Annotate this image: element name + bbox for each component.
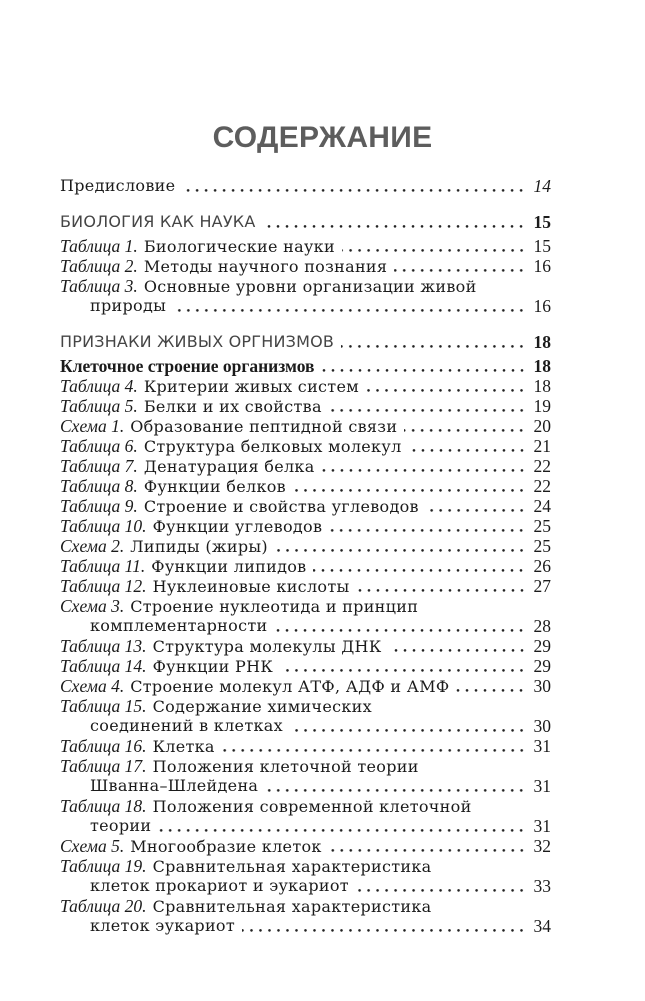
dot-leader <box>342 236 526 256</box>
entry-title-continuation: соединений в клетках <box>90 716 283 735</box>
entry-label <box>60 236 335 256</box>
dot-leader <box>274 616 526 636</box>
entry-first-line <box>60 756 551 776</box>
toc-section-heading <box>60 212 551 232</box>
entry-page-number: 32 <box>533 836 551 856</box>
dot-leader <box>262 212 526 232</box>
dot-leader <box>280 656 526 676</box>
entry-page-number: 31 <box>533 776 551 796</box>
entry-type-label: Таблица 14. <box>60 656 147 676</box>
entry-page-number: 24 <box>533 496 551 516</box>
entry-page-number: 26 <box>533 556 551 576</box>
entry-page-number: 22 <box>533 476 551 496</box>
dot-leader <box>173 296 526 316</box>
entry-title-continuation: клеток эукариот <box>90 916 236 935</box>
entry-label <box>60 636 382 656</box>
dot-leader <box>329 836 526 856</box>
dot-leader <box>366 376 526 396</box>
toc-entry <box>60 536 551 556</box>
toc-entry <box>60 396 551 416</box>
entry-label <box>60 656 273 676</box>
dot-leader <box>313 556 526 576</box>
entry-continuation-line <box>60 776 551 796</box>
entry-type-label: Схема 4. <box>60 676 125 696</box>
entry-title: Клетка <box>152 737 215 756</box>
entry-type-label: Таблица 7. <box>60 456 138 476</box>
entry-label <box>60 576 350 596</box>
entry-title: Липиды (жиры) <box>130 537 268 556</box>
entry-page-number: 31 <box>533 736 551 756</box>
dot-leader <box>265 776 526 796</box>
entry-title: Функции углеводов <box>152 517 323 536</box>
entry-title: Функции белков <box>143 477 286 496</box>
entry-label <box>60 756 419 776</box>
entry-type-label: Таблица 2. <box>60 256 138 276</box>
entry-title: Многообразие клеток <box>130 837 322 856</box>
entry-type-label: Таблица 12. <box>60 576 147 596</box>
entry-page-number: 34 <box>533 916 551 936</box>
entry-title-continuation: природы <box>90 296 167 315</box>
toc-entry-preface <box>60 176 551 196</box>
dot-leader <box>275 536 526 556</box>
entry-title: Нуклеиновые кислоты <box>152 577 350 596</box>
entry-label <box>60 276 477 296</box>
entry-label <box>60 396 322 416</box>
entry-page-number: 18 <box>533 356 551 376</box>
entry-page-number: 21 <box>533 436 551 456</box>
dot-leader <box>357 576 526 596</box>
entry-first-line <box>60 856 551 876</box>
entry-page-number: 30 <box>533 716 551 736</box>
dot-leader <box>322 356 526 376</box>
dot-leader <box>356 876 526 896</box>
entry-page-number: 29 <box>533 636 551 656</box>
entry-title: Структура белковых молекул <box>143 437 402 456</box>
entry-first-line <box>60 696 551 716</box>
entry-title: Функции липидов <box>151 557 307 576</box>
entry-label <box>60 796 472 816</box>
entry-type-label: Таблица 20. <box>60 896 147 916</box>
entry-title: Положения клеточной теории <box>152 757 419 776</box>
toc-entry <box>60 856 551 896</box>
dot-leader <box>293 476 526 496</box>
entry-type-label: Таблица 5. <box>60 396 138 416</box>
entry-type-label: Таблица 18. <box>60 796 147 816</box>
entry-page-number: 20 <box>533 416 551 436</box>
entry-type-label: Схема 3. <box>60 596 125 616</box>
toc-entry <box>60 456 551 476</box>
entry-title: Функции РНК <box>152 657 274 676</box>
entry-title: Положения современной клеточной <box>152 797 472 816</box>
entry-continuation-line <box>60 816 551 836</box>
entry-title-continuation: Шванна–Шлейдена <box>90 776 259 795</box>
entry-title-continuation: комплементарности <box>90 616 268 635</box>
toc-entry <box>60 596 551 636</box>
entry-title: Биологические науки <box>143 237 335 256</box>
entry-label <box>60 416 397 436</box>
entry-page-number: 28 <box>533 616 551 636</box>
toc-section-heading <box>60 332 551 352</box>
entry-type-label: Таблица 17. <box>60 756 147 776</box>
entry-page-number: 18 <box>533 332 551 352</box>
section-heading-label: БИОЛОГИЯ КАК НАУКА <box>60 212 256 231</box>
toc-entry <box>60 276 551 316</box>
entry-page-number: 25 <box>533 536 551 556</box>
entry-type-label: Таблица 13. <box>60 636 147 656</box>
entry-label <box>60 376 359 396</box>
entry-continuation-line <box>60 616 551 636</box>
entry-label <box>60 436 402 456</box>
toc-entry <box>60 676 551 696</box>
page-title: СОДЕРЖАНИЕ <box>212 121 433 154</box>
entry-title: Строение нуклеотида и принцип <box>130 597 419 616</box>
toc-entry <box>60 496 551 516</box>
toc-entry <box>60 376 551 396</box>
entry-type-label: Таблица 6. <box>60 436 138 456</box>
entry-type-label: Таблица 19. <box>60 856 147 876</box>
dot-leader <box>158 816 526 836</box>
entry-continuation-line <box>60 296 551 316</box>
entry-title: Денатурация белка <box>143 457 315 476</box>
entry-type-label: Таблица 10. <box>60 516 147 536</box>
dot-leader <box>290 716 526 736</box>
entry-first-line <box>60 896 551 916</box>
entry-title: Предисловие <box>60 176 176 195</box>
toc-entry <box>60 736 551 756</box>
entry-type-label: Таблица 16. <box>60 736 147 756</box>
entry-type-label: Таблица 15. <box>60 696 147 716</box>
entry-first-line <box>60 596 551 616</box>
entry-page-number: 33 <box>533 876 551 896</box>
entry-label <box>60 476 286 496</box>
toc-entry <box>60 516 551 536</box>
dot-leader <box>426 496 526 516</box>
dot-leader <box>242 916 526 936</box>
toc-entry <box>60 836 551 856</box>
entry-label <box>60 496 419 516</box>
entry-page-number: 16 <box>533 256 551 276</box>
entry-page-number: 29 <box>533 656 551 676</box>
entry-title: Критерии живых систем <box>143 377 359 396</box>
entry-label <box>60 556 306 576</box>
entry-page-number: 14 <box>533 176 551 196</box>
entry-label <box>60 856 432 876</box>
entry-label <box>60 456 315 476</box>
dot-leader <box>404 416 526 436</box>
dot-leader <box>341 332 526 352</box>
entry-title: Сравнительная характеристика <box>152 857 432 876</box>
toc-entry <box>60 636 551 656</box>
entry-title: Белки и их свойства <box>143 397 322 416</box>
entry-page-number: 19 <box>533 396 551 416</box>
entry-title-continuation: клеток прокариот и эукариот <box>90 876 349 895</box>
entry-page-number: 15 <box>533 212 551 232</box>
entry-label <box>60 836 322 856</box>
dot-leader <box>394 256 526 276</box>
toc-entry <box>60 896 551 936</box>
entry-label <box>60 536 268 556</box>
entry-type-label: Схема 1. <box>60 416 125 436</box>
entry-title-continuation: теории <box>90 816 152 835</box>
entry-page-number: 27 <box>533 576 551 596</box>
toc-entry <box>60 236 551 256</box>
toc-entry <box>60 696 551 736</box>
entry-page-number: 18 <box>533 376 551 396</box>
entry-page-number: 22 <box>533 456 551 476</box>
entry-type-label: Таблица 4. <box>60 376 138 396</box>
dot-leader <box>329 396 526 416</box>
entry-type-label: Схема 2. <box>60 536 125 556</box>
entry-page-number: 16 <box>533 296 551 316</box>
entry-label <box>60 596 418 616</box>
entry-first-line <box>60 276 551 296</box>
entry-type-label: Таблица 1. <box>60 236 138 256</box>
entry-type-label: Схема 5. <box>60 836 125 856</box>
entry-page-number: 25 <box>533 516 551 536</box>
entry-continuation-line <box>60 716 551 736</box>
entry-label <box>60 256 387 276</box>
section-heading-label: ПРИЗНАКИ ЖИВЫХ ОРГНИЗМОВ <box>60 332 335 351</box>
dot-leader <box>222 736 526 756</box>
dot-leader <box>329 516 526 536</box>
dot-leader <box>409 436 526 456</box>
entry-label <box>60 516 322 536</box>
entry-first-line <box>60 796 551 816</box>
entry-page-number: 30 <box>533 676 551 696</box>
entry-type-label: Таблица 3. <box>60 276 138 296</box>
subsection-heading-label: Клеточное строение организмов <box>60 356 315 376</box>
entry-title: Строение и свойства углеводов <box>143 497 419 516</box>
entry-title: Методы научного познания <box>143 257 388 276</box>
table-of-contents <box>60 176 551 936</box>
entry-type-label: Таблица 11. <box>60 556 146 576</box>
entry-label <box>60 696 372 716</box>
toc-entry <box>60 756 551 796</box>
dot-leader <box>456 676 526 696</box>
entry-page-number: 31 <box>533 816 551 836</box>
toc-subsection-heading <box>60 356 551 376</box>
toc-entry <box>60 476 551 496</box>
toc-entry <box>60 436 551 456</box>
toc-entry <box>60 416 551 436</box>
entry-title: Содержание химических <box>152 697 372 716</box>
entry-label <box>60 676 449 696</box>
entry-type-label: Таблица 9. <box>60 496 138 516</box>
toc-entry <box>60 656 551 676</box>
entry-title: Структура молекулы ДНК <box>152 637 382 656</box>
toc-entry <box>60 576 551 596</box>
entry-label <box>60 896 432 916</box>
entry-title: Основные уровни организации живой <box>143 277 477 296</box>
toc-entry <box>60 556 551 576</box>
dot-leader <box>322 456 526 476</box>
entry-title: Строение молекул АТФ, АДФ и АМФ <box>130 677 450 696</box>
entry-label <box>60 736 215 756</box>
entry-page-number: 15 <box>533 236 551 256</box>
entry-continuation-line <box>60 916 551 936</box>
dot-leader <box>182 176 526 196</box>
entry-continuation-line <box>60 876 551 896</box>
entry-title: Сравнительная характеристика <box>152 897 432 916</box>
entry-type-label: Таблица 8. <box>60 476 138 496</box>
toc-entry <box>60 796 551 836</box>
toc-entry <box>60 256 551 276</box>
dot-leader <box>389 636 527 656</box>
entry-title: Образование пептидной связи <box>130 417 398 436</box>
